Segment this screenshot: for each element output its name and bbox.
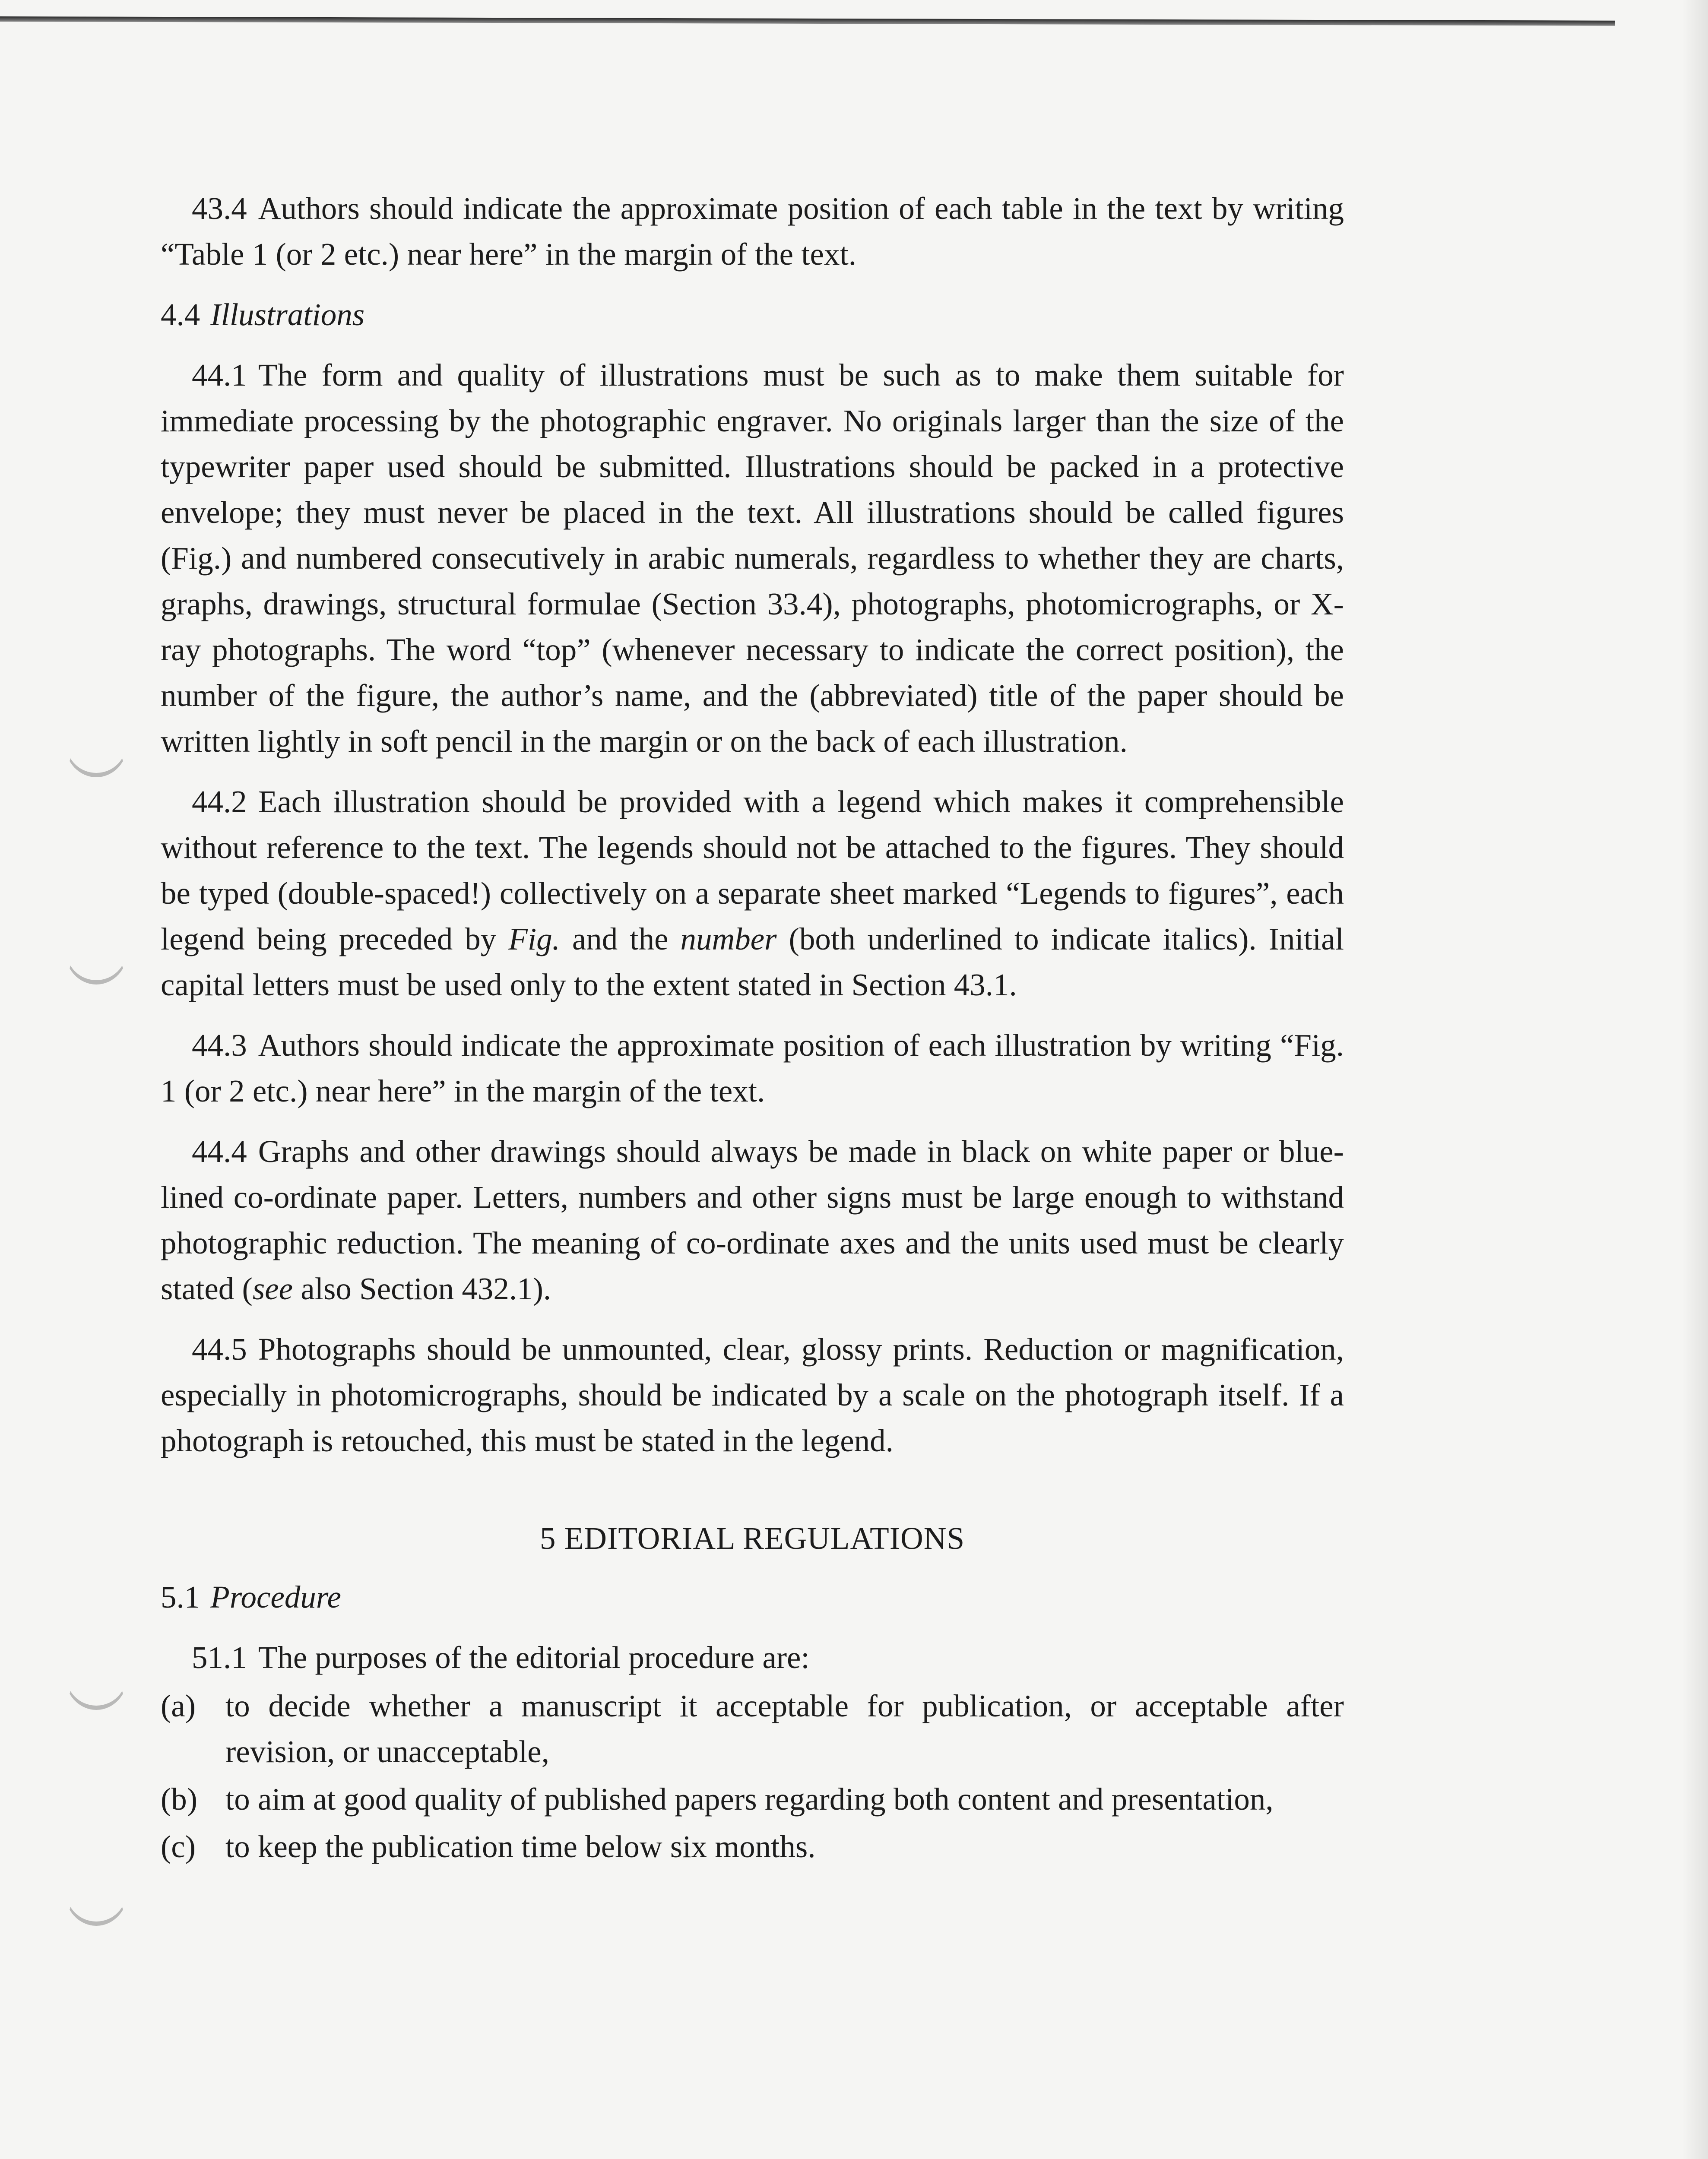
italic-number: number xyxy=(680,921,777,956)
subsection-heading-illustrations xyxy=(161,292,1344,338)
page-body xyxy=(161,186,1344,1871)
paragraph-text: The form and quality of illustrations must be such as to make them suitable for immediate processing by the photographic engraver. No originals larger than the size of the typewriter paper used should be submitted. Illustrations should be packed in a protective envelope; they must never be placed in the text. All illustrations should be called figures (Fig.) and numbered consecutively in arabic numerals, regardless to whether they are charts, graphs, drawings, structural formulae (Section 33.4), photographs, photomicrographs, or X-ray photographs. The word “top” (whenever necessary to indicate the correct position), the number of the figure, the author’s name, and the (abbreviated) title of the paper should be written lightly in soft pencil in the margin or on the back of each illustration. xyxy=(161,358,1344,759)
binder-hole-mark xyxy=(65,1857,128,1926)
paragraph-text: Authors should indicate the approximate position of each table in the text by writing “Table 1 (or 2 etc.) near here” in the margin of the text. xyxy=(161,191,1344,272)
paragraph-43-4 xyxy=(161,186,1344,277)
paragraph-51-1 xyxy=(161,1635,1344,1681)
paragraph-text: The purposes of the editorial procedure are: xyxy=(258,1640,810,1675)
paragraph-number: 44.1 xyxy=(192,358,247,393)
paragraph-number: 44.3 xyxy=(192,1028,247,1063)
paragraph-text: (both underlined to indicate italics). Initial capital letters must be used only to the extent stated in Section 43.1. xyxy=(161,921,1344,1002)
subsection-title: Procedure xyxy=(210,1580,341,1615)
paragraph-44-3 xyxy=(161,1023,1344,1114)
paragraph-text: Photographs should be unmounted, clear, glossy prints. Reduction or magnification, especially in photomicrographs, should be indicated by a scale on the photograph itself. If a photograph is retouched, this must be stated in the legend. xyxy=(161,1332,1344,1458)
paragraph-44-1 xyxy=(161,352,1344,764)
paragraph-number: 44.4 xyxy=(192,1134,247,1169)
list-item xyxy=(161,1776,1344,1822)
subsection-number: 4.4 xyxy=(161,297,200,332)
page-top-edge xyxy=(0,16,1615,26)
list-item xyxy=(161,1824,1344,1870)
list-item-text: to decide whether a manuscript it acceptable for publication, or acceptable after revision, or unacceptable, xyxy=(225,1688,1344,1769)
binder-hole-mark xyxy=(65,915,128,985)
purposes-list xyxy=(161,1683,1344,1870)
section-heading: 5 EDITORIAL REGULATIONS xyxy=(539,1521,965,1556)
paragraph-text: and the xyxy=(560,921,681,956)
list-item-label: (a) xyxy=(161,1688,196,1723)
paragraph-number: 43.4 xyxy=(192,191,247,226)
paragraph-number: 44.5 xyxy=(192,1332,247,1367)
binder-hole-mark xyxy=(65,708,128,777)
paragraph-text: also Section 432.1). xyxy=(293,1271,551,1306)
list-item-label: (c) xyxy=(161,1829,196,1864)
page-shadow xyxy=(1682,0,1708,2159)
binder-hole-mark xyxy=(65,1641,128,1710)
list-item xyxy=(161,1683,1344,1775)
subsection-title: Illustrations xyxy=(210,297,365,332)
paragraph-44-4 xyxy=(161,1129,1344,1312)
subsection-heading-procedure xyxy=(161,1574,1344,1620)
paragraph-text: Authors should indicate the approximate position of each illustration by writing “Fig. 1 (or 2 etc.) near here” in the margin of the text. xyxy=(161,1028,1344,1108)
paragraph-text: Graphs and other drawings should always be made in black on white paper or blue-lined co-ordinate paper. Letters, numbers and other signs must be large enough to withstand photographic reduction. The meaning of co-ordinate axes and the units used must be clearly stated ( xyxy=(161,1134,1344,1306)
paragraph-44-2 xyxy=(161,779,1344,1008)
paragraph-number: 51.1 xyxy=(192,1640,247,1675)
list-item-label: (b) xyxy=(161,1782,198,1817)
italic-see: see xyxy=(252,1271,293,1306)
list-item-text: to keep the publication time below six months. xyxy=(225,1829,816,1864)
subsection-number: 5.1 xyxy=(161,1580,200,1615)
italic-fig: Fig. xyxy=(508,921,560,956)
list-item-text: to aim at good quality of published papers regarding both content and presentation, xyxy=(225,1782,1274,1817)
paragraph-number: 44.2 xyxy=(192,784,247,819)
paragraph-text: Each illustration should be provided with a legend which makes it comprehensible without reference to the text. The legends should not be attached to the figures. They should be typed (double-spaced!) collectively on a separate sheet marked “Legends to figures”, each legend being preceded by xyxy=(161,784,1344,956)
paragraph-44-5 xyxy=(161,1326,1344,1464)
